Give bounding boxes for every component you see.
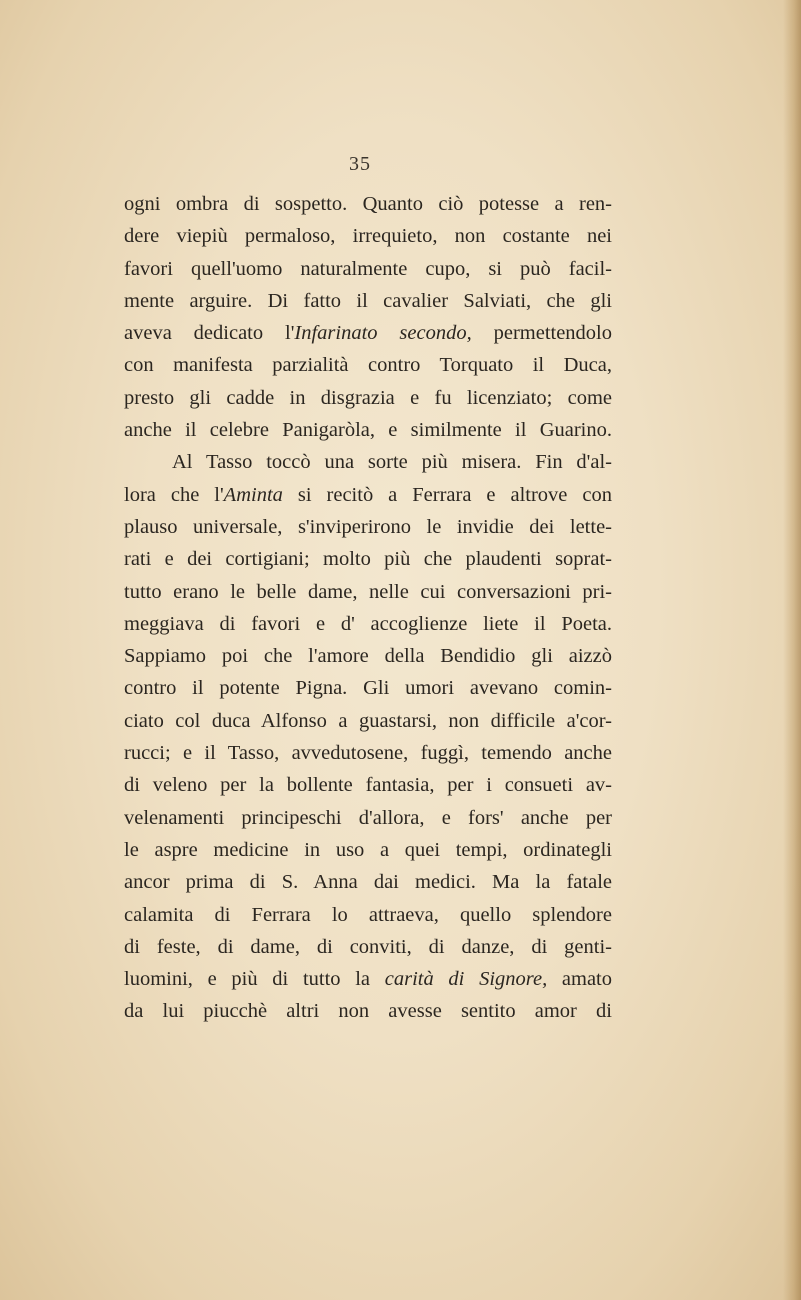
text-line-3: favori quell'uomo naturalmente cupo, si può facil- <box>124 257 612 280</box>
text-line-20: velenamenti principeschi d'allora, e fors' anche per <box>124 806 612 829</box>
text-line-14: meggiava di favori e d' accoglienze liete il Poeta. <box>124 612 612 635</box>
text-line-6: con manifesta parzialità contro Torquato il Duca, <box>124 354 612 377</box>
text-line-15: Sappiamo poi che l'amore della Bendidio gli aizzò <box>124 645 612 668</box>
text-line-8: anche il celebre Panigaròla, e similmente il Guarino. <box>124 419 612 442</box>
text-line-11: plauso universale, s'inviperirono le invidie dei lette- <box>124 515 612 538</box>
page-edge-shadow <box>783 0 801 1300</box>
italic-phrase-carita: carità di Signore, <box>384 968 548 991</box>
text-line-18: rucci; e il Tasso, avvedutosene, fuggì, temendo anche <box>124 742 612 765</box>
text-line-9: Al Tasso toccò una sorte più misera. Fin d'al- <box>172 451 612 474</box>
text-line-13: tutto erano le belle dame, nelle cui conversazioni pri- <box>124 580 612 603</box>
italic-title-aminta: Aminta <box>223 483 283 506</box>
italic-title-infarinato: Infarinato secondo, <box>294 322 472 345</box>
text-line-17: ciato col duca Alfonso a guastarsi, non difficile a'cor- <box>124 709 612 732</box>
text-line-25: luomini, e più di tutto la carità di Signore, amato <box>124 968 612 991</box>
text-line-21: le aspre medicine in uso a quei tempi, ordinategli <box>124 838 612 861</box>
body-text <box>124 188 612 1028</box>
page-number: 35 <box>349 153 371 175</box>
text-line-2: dere viepiù permaloso, irrequieto, non costante nei <box>124 225 612 248</box>
text-line-19: di veleno per la bollente fantasia, per i consueti av- <box>124 774 612 797</box>
text-line-24: di feste, di dame, di conviti, di danze, di genti- <box>124 935 612 958</box>
text-line-4: mente arguire. Di fatto il cavalier Salviati, che gli <box>124 289 612 312</box>
text-line-10: lora che l'Aminta si recitò a Ferrara e altrove con <box>124 483 612 506</box>
text-line-1: ogni ombra di sospetto. Quanto ciò potesse a ren- <box>124 193 612 215</box>
text-line-12: rati e dei cortigiani; molto più che plaudenti soprat- <box>124 548 612 571</box>
text-line-23: calamita di Ferrara lo attraeva, quello splendore <box>124 903 612 926</box>
text-line-26: da lui piucchè altri non avesse sentito amor di <box>124 1000 612 1023</box>
text-line-5: aveva dedicato l'Infarinato secondo, permettendolo <box>124 322 613 345</box>
text-line-22: ancor prima di S. Anna dai medici. Ma la fatale <box>124 871 612 894</box>
text-line-7: presto gli cadde in disgrazia e fu licenziato; come <box>124 386 612 409</box>
text-line-16: contro il potente Pigna. Gli umori avevano comin- <box>124 677 612 700</box>
